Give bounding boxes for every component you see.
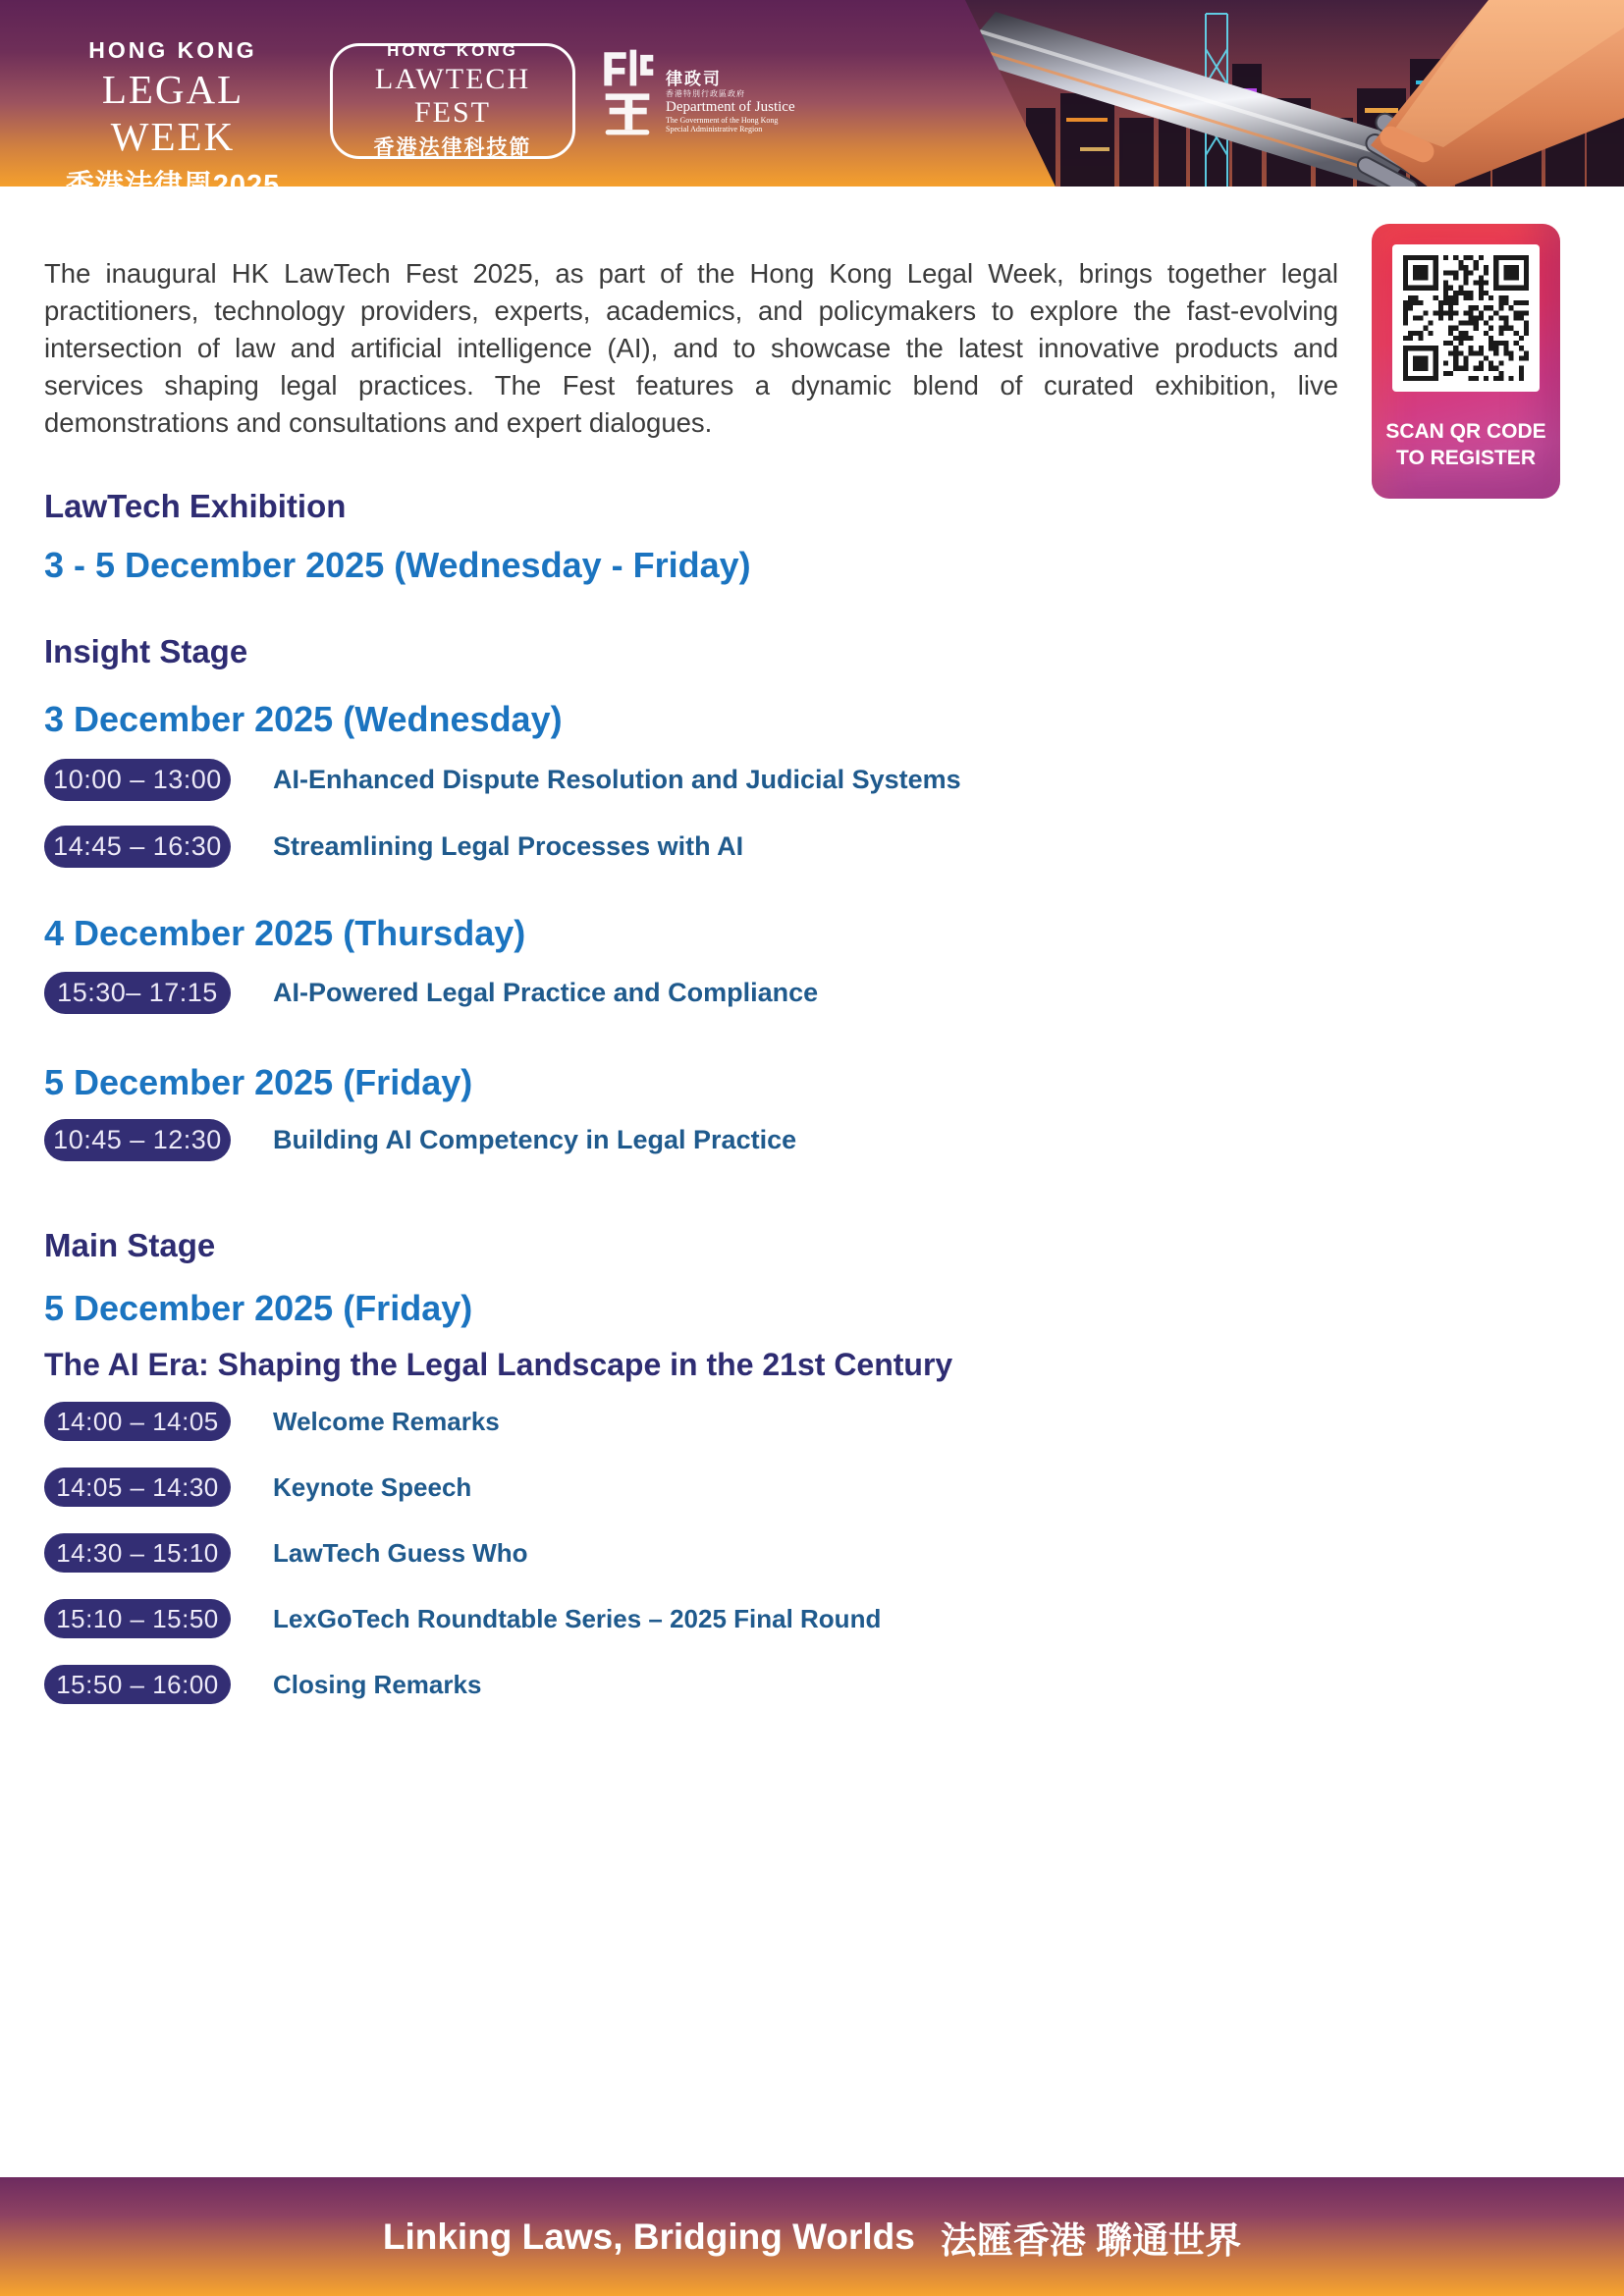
- legal-week-kicker: HONG KONG: [88, 37, 257, 63]
- session-title: Streamlining Legal Processes with AI: [273, 831, 744, 861]
- legal-week-subtitle: 香港法律周2025: [65, 170, 281, 201]
- section-heading-insight-stage: Insight Stage: [44, 633, 248, 669]
- session-title: LawTech Guess Who: [273, 1537, 528, 1568]
- insight-day1-date: 3 December 2025 (Wednesday): [44, 699, 563, 739]
- session-title: Welcome Remarks: [273, 1406, 500, 1436]
- session-time-pill: 14:00 – 14:05: [44, 1402, 231, 1441]
- schedule-row: [44, 1402, 500, 1441]
- session-time-pill: 15:50 – 16:00: [44, 1665, 231, 1704]
- schedule-row: [44, 1119, 796, 1161]
- qr-code-pattern: [1403, 255, 1529, 381]
- doj-seal-icon: [599, 47, 656, 137]
- exhibition-date: 3 - 5 December 2025 (Wednesday - Friday): [44, 545, 751, 585]
- session-title: AI-Powered Legal Practice and Compliance: [273, 978, 819, 1007]
- doj-gov-en-1: The Government of the Hong Kong: [666, 115, 779, 125]
- schedule-row: [44, 972, 818, 1014]
- session-title: Building AI Competency in Legal Practice: [273, 1125, 797, 1154]
- insight-day3-date: 5 December 2025 (Friday): [44, 1062, 473, 1102]
- footer-banner: [0, 2177, 1624, 2296]
- lawtech-fest-kicker: HONG KONG: [387, 41, 518, 60]
- session-time-pill: 15:10 – 15:50: [44, 1599, 231, 1638]
- session-time-pill: 14:45 – 16:30: [44, 826, 231, 868]
- schedule-row: [44, 1599, 881, 1638]
- legal-week-title: LEGAL WEEK: [101, 67, 244, 159]
- main-stage-date: 5 December 2025 (Friday): [44, 1288, 473, 1328]
- doj-logo: [599, 47, 795, 137]
- qr-register-box: [1372, 224, 1560, 499]
- doj-name-zh: 律政司: [666, 70, 722, 88]
- schedule-row: [44, 826, 743, 868]
- session-time-pill: 15:30– 17:15: [44, 972, 231, 1014]
- schedule-row: [44, 1533, 528, 1573]
- doj-name-en: Department of Justice: [666, 99, 795, 116]
- session-title: Closing Remarks: [273, 1669, 482, 1699]
- session-title: LexGoTech Roundtable Series – 2025 Final Round: [273, 1603, 882, 1633]
- header-banner: [0, 0, 1624, 201]
- schedule-row: [44, 759, 961, 801]
- footer-slogan-en: Linking Laws, Bridging Worlds: [382, 2216, 915, 2257]
- qr-label-line2: TO REGISTER: [1396, 447, 1536, 469]
- session-time-pill: 10:00 – 13:00: [44, 759, 231, 801]
- doj-gov-zh: 香港特別行政區政府: [666, 88, 745, 98]
- intro-paragraph: The inaugural HK LawTech Fest 2025, as part of the Hong Kong Legal Week, brings together legal practitioners, technology providers, experts, academics, and policymakers to explore the fast-evolving intersection of law and artificial intelligence (AI), and to showcase the latest innovative products and services shaping legal practices. The Fest features a dynamic blend of curated exhibition, live demonstrations and consultations and expert dialogues.: [44, 257, 1338, 438]
- qr-code: [1392, 244, 1540, 392]
- schedule-row: [44, 1665, 481, 1704]
- lawtech-fest-logo: [330, 43, 575, 159]
- session-time-pill: 14:05 – 14:30: [44, 1468, 231, 1507]
- session-title: Keynote Speech: [273, 1471, 472, 1502]
- lawtech-fest-title: LAWTECH FEST: [374, 63, 531, 129]
- legal-week-logo: [57, 37, 289, 203]
- main-stage-event-title: The AI Era: Shaping the Legal Landscape in the 21st Century: [44, 1347, 953, 1382]
- section-heading-exhibition: LawTech Exhibition: [44, 488, 347, 524]
- footer-slogan-zh: 法匯香港 聯通世界: [940, 2219, 1242, 2261]
- doj-gov-en-2: Special Administrative Region: [666, 125, 763, 134]
- qr-label: [1372, 418, 1560, 471]
- section-heading-main-stage: Main Stage: [44, 1227, 216, 1263]
- session-time-pill: 10:45 – 12:30: [44, 1119, 231, 1161]
- lawtech-fest-subtitle: 香港法律科技節: [373, 136, 532, 159]
- insight-day2-date: 4 December 2025 (Thursday): [44, 913, 526, 953]
- schedule-row: [44, 1468, 471, 1507]
- doj-text: [666, 71, 795, 134]
- session-time-pill: 14:30 – 15:10: [44, 1533, 231, 1573]
- qr-label-line1: SCAN QR CODE: [1385, 420, 1546, 443]
- session-title: AI-Enhanced Dispute Resolution and Judicial Systems: [273, 765, 961, 794]
